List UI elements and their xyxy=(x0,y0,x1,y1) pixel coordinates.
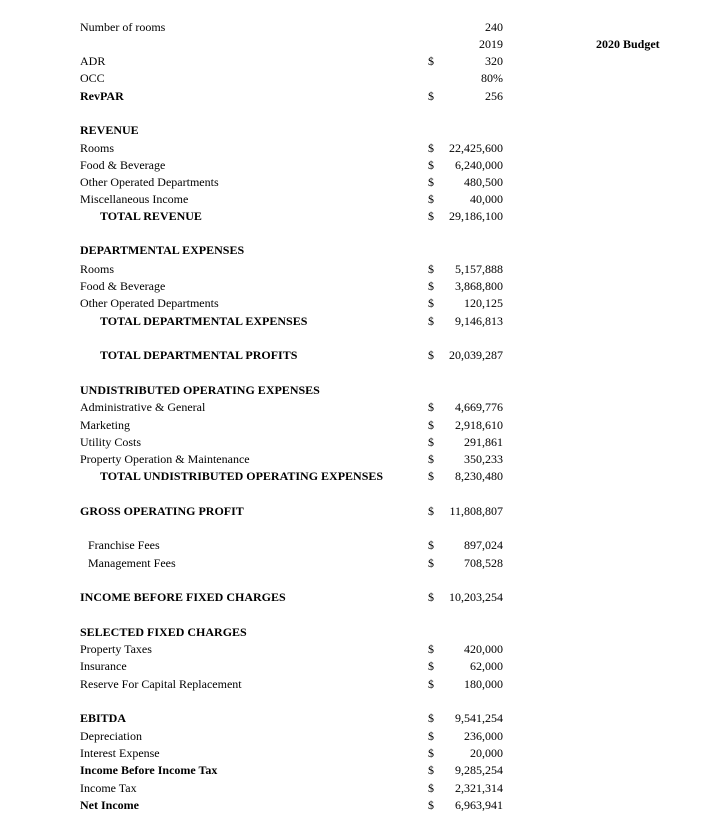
fixed-charge-row-label: Insurance xyxy=(80,659,127,673)
revenue-heading: REVENUE xyxy=(80,123,139,137)
ebitda-value: 9,541,254 xyxy=(455,711,503,725)
fixed-charge-row-value: 420,000 xyxy=(464,642,503,656)
fee-row-currency: $ xyxy=(428,538,434,552)
interest-expense-value: 20,000 xyxy=(470,746,503,760)
dept-expense-row-currency: $ xyxy=(428,296,434,310)
total-departmental-profits-value: 20,039,287 xyxy=(449,348,503,362)
dept-expense-row-currency: $ xyxy=(428,262,434,276)
revenue-row-currency: $ xyxy=(428,192,434,206)
total-undistributed-currency: $ xyxy=(428,469,434,483)
fee-row-currency: $ xyxy=(428,556,434,570)
revpar-label: RevPAR xyxy=(80,89,124,103)
revenue-row-label: Food & Beverage xyxy=(80,158,166,172)
total-revenue-label: TOTAL REVENUE xyxy=(100,209,202,223)
fixed-charge-row-currency: $ xyxy=(428,677,434,691)
interest-expense-label: Interest Expense xyxy=(80,746,160,760)
net-income-value: 6,963,941 xyxy=(455,798,503,812)
income-tax-value: 2,321,314 xyxy=(455,781,503,795)
adr-currency: $ xyxy=(428,54,434,68)
fee-row-value: 708,528 xyxy=(464,556,503,570)
fee-row-value: 897,024 xyxy=(464,538,503,552)
year-label: 2019 xyxy=(479,37,503,51)
income-tax-label: Income Tax xyxy=(80,781,137,795)
revpar-value: 256 xyxy=(485,89,503,103)
revenue-row-currency: $ xyxy=(428,141,434,155)
number-of-rooms-value: 240 xyxy=(485,20,503,34)
dept-expense-row-currency: $ xyxy=(428,279,434,293)
fixed-charge-row-currency: $ xyxy=(428,659,434,673)
revenue-row-currency: $ xyxy=(428,158,434,172)
fixed-charge-row-label: Property Taxes xyxy=(80,642,152,656)
dept-expense-row-value: 5,157,888 xyxy=(455,262,503,276)
dept-expense-row-label: Food & Beverage xyxy=(80,279,166,293)
fee-row-label: Management Fees xyxy=(88,556,176,570)
budget-title: 2020 Budget xyxy=(596,37,660,51)
total-revenue-currency: $ xyxy=(428,209,434,223)
ebitda-currency: $ xyxy=(428,711,434,725)
income-before-fixed-currency: $ xyxy=(428,590,434,604)
depreciation-currency: $ xyxy=(428,729,434,743)
revenue-row-label: Rooms xyxy=(80,141,115,155)
total-undistributed-label: TOTAL UNDISTRIBUTED OPERATING EXPENSES xyxy=(100,469,384,483)
dept-expense-row-value: 3,868,800 xyxy=(455,279,503,293)
dept-expense-row-value: 120,125 xyxy=(464,296,503,310)
total-departmental-expenses-value: 9,146,813 xyxy=(455,314,503,328)
undistributed-row-label: Property Operation & Maintenance xyxy=(80,452,250,466)
undistributed-row-currency: $ xyxy=(428,452,434,466)
income-before-tax-value: 9,285,254 xyxy=(455,763,503,777)
total-undistributed-value: 8,230,480 xyxy=(455,469,503,483)
fixed-charges-heading: SELECTED FIXED CHARGES xyxy=(80,625,247,639)
total-revenue-value: 29,186,100 xyxy=(449,209,503,223)
net-income-label: Net Income xyxy=(80,798,139,812)
income-before-tax-currency: $ xyxy=(428,763,434,777)
occ-label: OCC xyxy=(80,71,105,85)
income-before-fixed-label: INCOME BEFORE FIXED CHARGES xyxy=(80,590,286,604)
undistributed-row-label: Administrative & General xyxy=(80,400,206,414)
interest-expense-currency: $ xyxy=(428,746,434,760)
adr-label: ADR xyxy=(80,54,106,68)
total-departmental-profits-label: TOTAL DEPARTMENTAL PROFITS xyxy=(100,348,298,362)
income-tax-currency: $ xyxy=(428,781,434,795)
undistributed-row-currency: $ xyxy=(428,400,434,414)
dept-expense-row-label: Other Operated Departments xyxy=(80,296,219,310)
total-departmental-expenses-currency: $ xyxy=(428,314,434,328)
revenue-row-value: 6,240,000 xyxy=(455,158,503,172)
revenue-row-label: Other Operated Departments xyxy=(80,175,219,189)
depreciation-label: Depreciation xyxy=(80,729,142,743)
undistributed-row-value: 2,918,610 xyxy=(455,418,503,432)
undistributed-heading: UNDISTRIBUTED OPERATING EXPENSES xyxy=(80,383,320,397)
revpar-currency: $ xyxy=(428,89,434,103)
undistributed-row-currency: $ xyxy=(428,435,434,449)
undistributed-row-label: Marketing xyxy=(80,418,130,432)
dept-expense-row-label: Rooms xyxy=(80,262,115,276)
net-income-currency: $ xyxy=(428,798,434,812)
fee-row-label: Franchise Fees xyxy=(88,538,160,552)
total-departmental-expenses-label: TOTAL DEPARTMENTAL EXPENSES xyxy=(100,314,308,328)
revenue-row-value: 480,500 xyxy=(464,175,503,189)
fixed-charge-row-value: 62,000 xyxy=(470,659,503,673)
gross-operating-profit-value: 11,808,807 xyxy=(449,504,503,518)
revenue-row-value: 40,000 xyxy=(470,192,503,206)
income-before-tax-label: Income Before Income Tax xyxy=(80,763,218,777)
occ-value: 80% xyxy=(481,71,503,85)
undistributed-row-value: 350,233 xyxy=(464,452,503,466)
total-departmental-profits-currency: $ xyxy=(428,348,434,362)
depreciation-value: 236,000 xyxy=(464,729,503,743)
gross-operating-profit-label: GROSS OPERATING PROFIT xyxy=(80,504,244,518)
revenue-row-currency: $ xyxy=(428,175,434,189)
adr-value: 320 xyxy=(485,54,503,68)
fixed-charge-row-currency: $ xyxy=(428,642,434,656)
revenue-row-label: Miscellaneous Income xyxy=(80,192,189,206)
ebitda-label: EBITDA xyxy=(80,711,127,725)
undistributed-row-value: 4,669,776 xyxy=(455,400,503,414)
income-before-fixed-value: 10,203,254 xyxy=(449,590,503,604)
number-of-rooms-label: Number of rooms xyxy=(80,20,166,34)
departmental-expenses-heading: DEPARTMENTAL EXPENSES xyxy=(80,243,245,257)
fixed-charge-row-value: 180,000 xyxy=(464,677,503,691)
undistributed-row-label: Utility Costs xyxy=(80,435,142,449)
gross-operating-profit-currency: $ xyxy=(428,504,434,518)
undistributed-row-currency: $ xyxy=(428,418,434,432)
fixed-charge-row-label: Reserve For Capital Replacement xyxy=(80,677,242,691)
revenue-row-value: 22,425,600 xyxy=(449,141,503,155)
undistributed-row-value: 291,861 xyxy=(464,435,503,449)
